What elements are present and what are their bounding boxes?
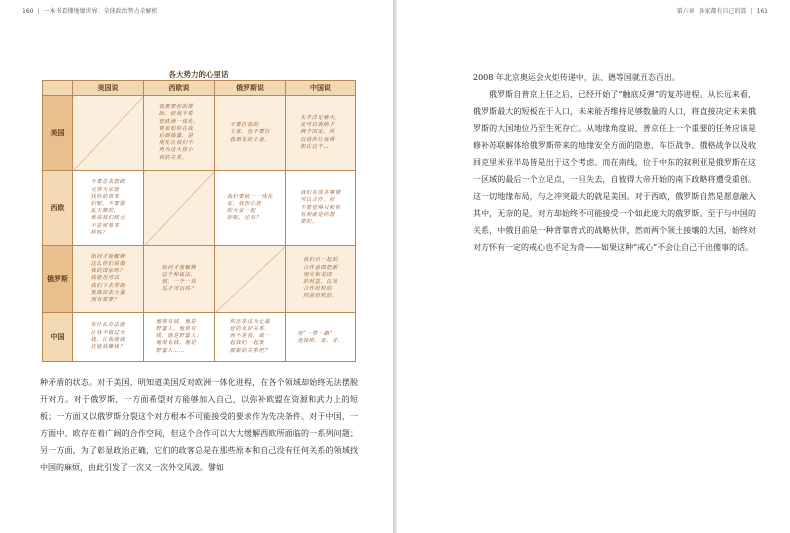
column-header-western-europe: 西欧说 [144, 81, 215, 96]
cell-text: 我们自一起的 合作意图把新 现实和美国 的利益，以及 合作时机的 同意时机的。 [303, 257, 338, 300]
chapter-title: 各家都有自己的算 [698, 8, 747, 15]
right-page-number: 161 [756, 8, 768, 15]
body-paragraph: 俄罗斯自普京上任之后，已经开始了“触底反弹”的复苏进程。从长远来看，俄罗斯最大的短板在于人口，未来能否维持足够数量的人口，将直接决定未来俄罗斯的大国地位乃至生死存亡。从地缘角度说，普京任上一个重要的任务应该是修补苏联解体给俄罗斯带来的地缘安全方面的隐患，车臣战争、俄格战争以及收回克里米亚半岛皆是出于这个考虑。而在南线，位于中东的叙利亚是俄罗斯在这一区域的最后一个立足点，一旦失去，自彼得大帝开始的南下政略将遭受重创。这一切地缘布局，与之冲突最大的就是美国。对于西欧，俄罗斯自然是愿意融入其中，无奈的是，对方却始终不可能接受一个如此庞大的俄罗斯。至于与中国的关系，中俄目前是一种背靠背式的战略伙伴，然而两个领土接壤的大国，始终对对方怀有一定的戒心也不足为奇——如果这种“戒心”不会让自己干出傻事的话。 [473, 90, 756, 252]
column-header-russia: 俄罗斯说 [215, 81, 286, 96]
left-page-number: 160 [22, 8, 34, 15]
left-page-header: 160 | 一本书看懂地缘世界：全球政治势力全解析 [22, 8, 158, 15]
body-paragraph: 2008 年北京奥运会火炬传递中，法、德等国就丑态百出。 [473, 73, 680, 82]
book-title: 一本书看懂地缘世界：全球政治势力全解析 [43, 8, 158, 15]
column-header-us: 美国说 [73, 81, 144, 96]
table-cell [286, 246, 356, 313]
cell-text: 我们有很多事情 可以合作，但 不要觉得只和你 有利就是你想 要的。 [300, 190, 341, 226]
chapter-label: 第六章 [676, 8, 695, 15]
table-cell [73, 246, 144, 313]
left-page [0, 0, 393, 533]
cell-text: 如何才能解释 这个和说法， 别，一个一块 瓜才可以吗？ [161, 264, 197, 293]
right-body-text [473, 69, 756, 256]
left-body-text [40, 374, 358, 476]
body-paragraph: 种矛盾的状态。对于美国，明知道美国反对欧洲一体化进程，在各个领域却始终无法摆脱开对方。对于俄罗斯，一方面希望对方能够加入自己，以弥补欧盟在资源和武力上的短板；一方面又以俄罗斯分裂这个对方根本不可能接受的要求作为先决条件。对于中国，一方面中、欧存在着广阔的合作空间，但这个合作可以大大缓解西欧所面临的一系列问题；另一方面，为了彰显政治正确，它们的政客总是在那些原本和自己没有任何关系的领域找中国的麻烦，由此引发了一次又一次外交风波。譬如 [40, 378, 358, 472]
cell-text: 用“一带一路” 连接欧、亚、非。 [297, 330, 344, 344]
cell-text: 不要打我的 主意，也不要打 我朋友的主意。 [229, 122, 271, 143]
right-page [397, 0, 790, 533]
table-row [43, 171, 356, 246]
table-cell-empty [144, 171, 215, 246]
table-cell [73, 171, 144, 246]
right-page-header: 第六章 各家都有自己的算 | 161 [676, 8, 768, 15]
row-header-western-europe: 西欧 [43, 171, 73, 246]
table-row [43, 246, 356, 313]
cell-text: 有什么办法能 让我不错过大 钱，让我能钱 还能我赚钱？ [90, 322, 126, 351]
cell-text: 他很有钱，他是 野蛮人，他很有 钱，他是野蛮人； 他很有钱，他是 野蛮人…… [155, 318, 203, 354]
table-row [43, 312, 356, 361]
row-header-russia: 俄罗斯 [43, 246, 73, 313]
table-title: 各大势力的心里话 [168, 70, 229, 79]
table-cell [144, 96, 215, 171]
cell-text: 我需要你的帮 助，但我不希 望欧洲一体化， 更害怕你在我 后面捣蛋，是 使化在我们不 再为这大扭小 利的关系。 [158, 104, 200, 161]
table-cell [215, 96, 286, 171]
table-row [43, 96, 356, 171]
column-header-china: 中国说 [286, 81, 356, 96]
powers-table [42, 80, 356, 362]
table-cell [144, 246, 215, 313]
table-cell [73, 312, 144, 361]
cell-text: 不要总去想欧 元帮大家能 找你的资本 们呢，不要搅 乱天顺的， 谁说我们欧元 不是贸易本 样吗？ [90, 179, 126, 236]
table-cell [144, 312, 215, 361]
table-cell [215, 171, 286, 246]
table-cell [286, 312, 356, 361]
cell-text: 太平洋足够大， 足可以容纳下 两个国家，所 以请你让我得 相在这个… [300, 115, 341, 150]
row-header-china: 中国 [43, 312, 73, 361]
table-corner [43, 81, 73, 96]
table-cell-empty [215, 246, 286, 313]
table-cell [286, 96, 356, 171]
table-cell-empty [73, 96, 144, 171]
cell-text: 我们要统一一体化 家，我担心您 的大家一起 好呢，还有？ [226, 193, 274, 222]
cell-text: 你还是这为止最 近的友好关系， 而不是我，就一 起我们一起发 展新的关系吧？ [229, 318, 271, 354]
row-header-us: 美国 [43, 96, 73, 171]
table-cell [286, 171, 356, 246]
cell-text: 如何才能解释 这么你们说服 我的国家吗？ 我能也可以 我们下去帮助 发挥出去力量 别有需要？ [90, 253, 126, 304]
table-header-row [43, 81, 356, 96]
table-cell [215, 312, 286, 361]
